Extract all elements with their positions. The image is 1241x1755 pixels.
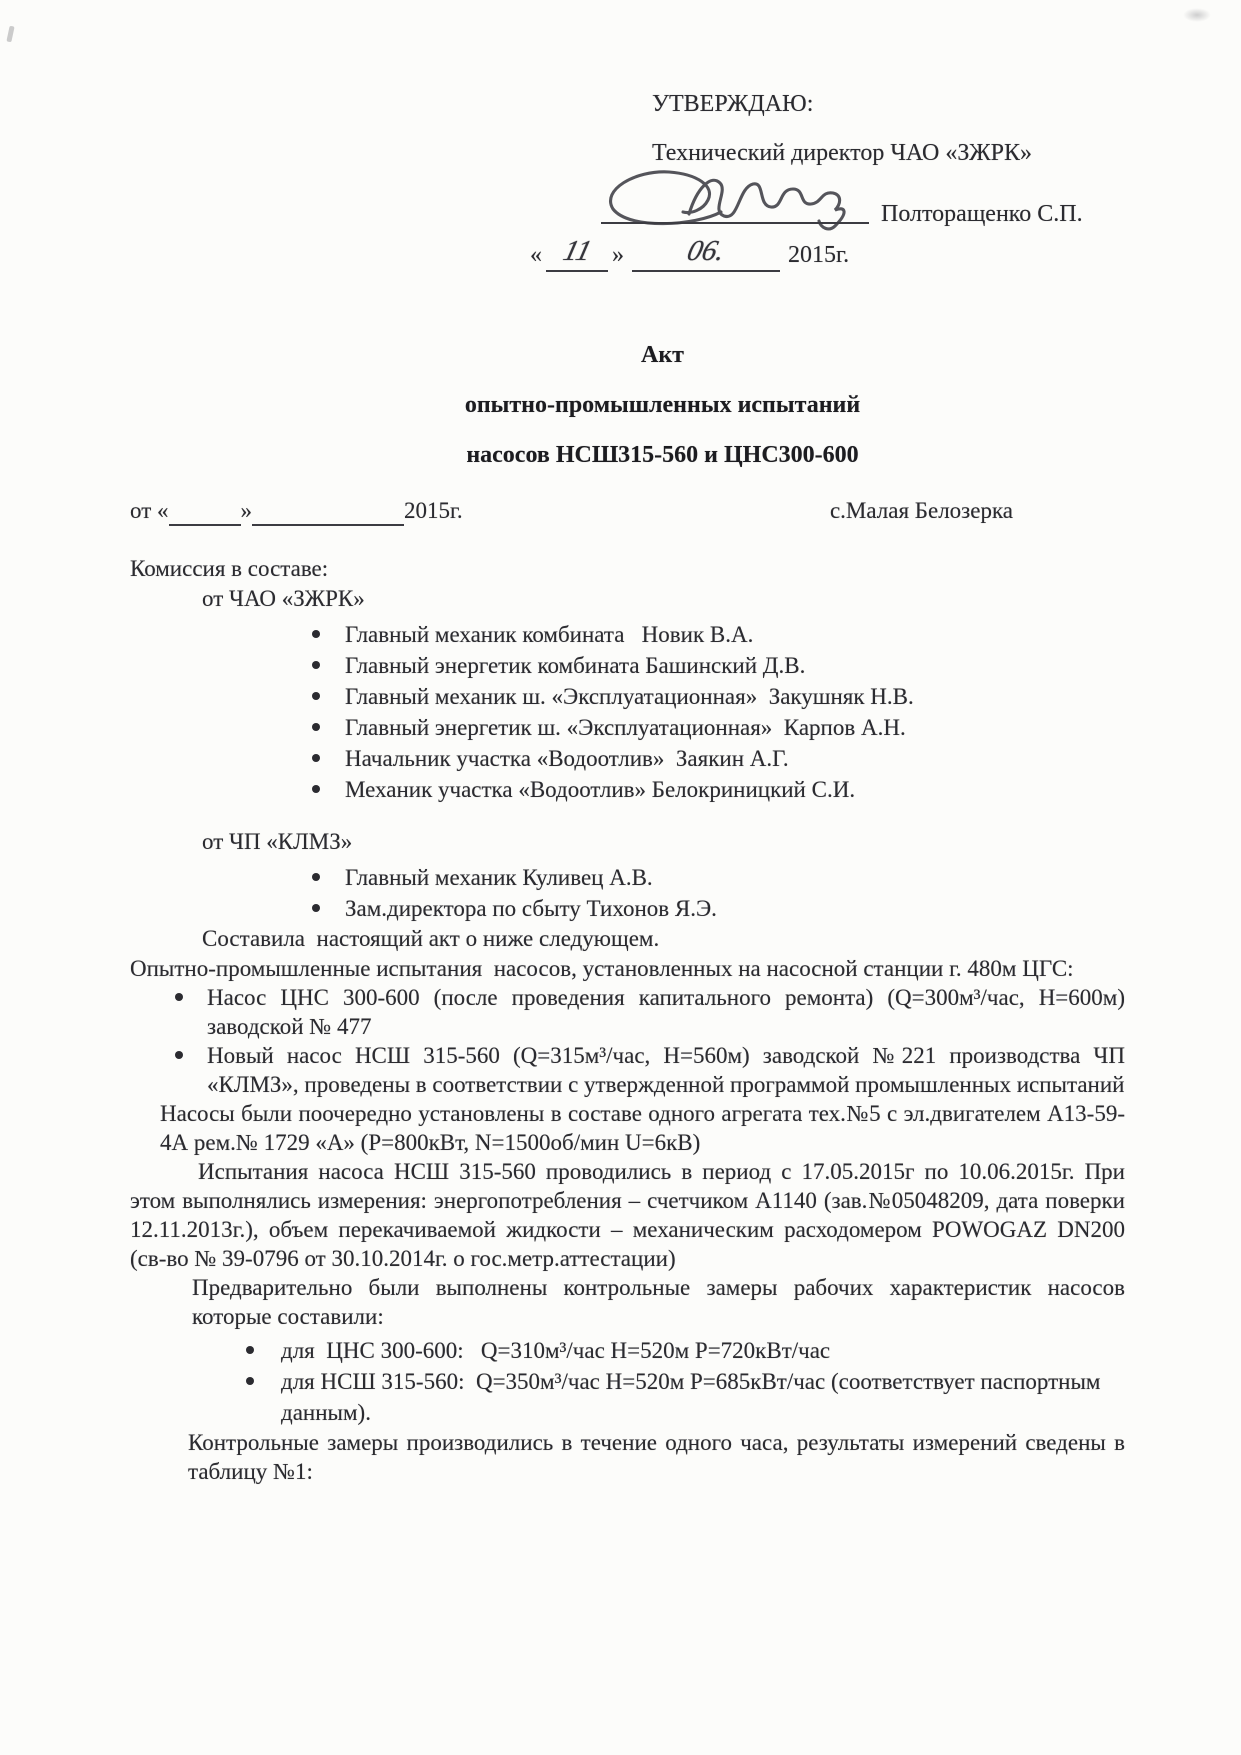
pump-item: Насос ЦНС 300-600 (после проведения капитального ремонта) (Q=300м³/час, Н=600м) заводской № 477 <box>207 985 1125 1039</box>
month-blank <box>632 236 780 272</box>
signature-scribble <box>595 154 851 238</box>
commission-heading: Комиссия в составе: <box>130 556 329 581</box>
handwritten-month: 06. <box>683 235 729 267</box>
measurement-item: для ЦНС 300-600: Q=310м³/час Н=520м Р=720кВт/час <box>281 1335 1125 1366</box>
scan-artifact <box>1183 8 1211 22</box>
quote-close: » <box>612 242 624 268</box>
date-year: 2015г. <box>404 498 463 523</box>
approve-label: УТВЕРЖДАЮ: <box>652 91 814 117</box>
month-blank-empty <box>252 524 404 526</box>
final-paragraph: Контрольные замеры производились в течение одного часа, результаты измерений сведены в таблицу №1: <box>188 1430 1125 1484</box>
measurement-item: для НСШ 315-560: Q=350м³/час Н=520м Р=685кВт/час (соответствует паспортным данным). <box>281 1366 1125 1428</box>
commission-group1-label: от ЧАО «ЗЖРК» <box>202 586 365 611</box>
signer-name: Полторащенко С.П. <box>881 201 1083 227</box>
commission-section <box>130 554 1125 954</box>
date-close-quote: » <box>240 498 252 523</box>
document-body <box>130 954 1125 1486</box>
place-name: с.Малая Белозерка <box>829 498 1013 523</box>
approval-block <box>130 88 1125 272</box>
handwritten-day: 11 <box>559 235 595 267</box>
approval-year: 2015г. <box>788 242 850 268</box>
intro-paragraph: Опытно-промышленные испытания насосов, установленных на насосной станции г. 480м ЦГС: <box>130 956 1074 981</box>
preliminary-paragraph: Предварительно были выполнены контрольные замеры рабочих характеристик насосов которые составили: <box>192 1275 1125 1329</box>
tests-paragraph: Испытания насоса НСШ 315-560 проводились в период с 17.05.2015г по 10.06.2015г. При этом выполнялись измерения: энергопотребления – счетчиком А1140 (зав.№05048209, дата поверки 12.11.2013г.), объем перекачиваемой жидкости – механическим расходомером POWOGAZ DN200 (св-во № 39-0796 от 30.10.2014г. о гос.метр.аттестации) <box>130 1159 1125 1271</box>
approval-date-row <box>530 236 1125 272</box>
signature-line <box>601 222 869 224</box>
title-line-1: Акт <box>641 342 684 368</box>
commission-group2-list <box>345 862 1125 924</box>
title-line-2: опытно-промышленных испытаний <box>464 392 861 418</box>
commission-group1-list <box>345 619 1125 805</box>
document-title <box>165 330 1160 480</box>
commission-member: Зам.директора по сбыту Тихонов Я.Э. <box>345 893 1125 924</box>
commission-group2-label: от ЧП «КЛМЗ» <box>202 829 353 854</box>
commission-member: Главный механик Куливец А.В. <box>345 862 1125 893</box>
commission-member: Главный механик комбината Новик В.А. <box>345 619 1125 650</box>
approver-position: Технический директор ЧАО «ЗЖРК» <box>652 140 1032 166</box>
date-prefix: от « <box>130 498 169 523</box>
commission-closing: Составила настоящий акт о ниже следующем. <box>202 926 660 951</box>
signature-row <box>575 168 1125 234</box>
document-date-line <box>130 496 463 526</box>
pump-list <box>207 983 1125 1099</box>
commission-member: Главный энергетик комбината Башинский Д.В. <box>345 650 1125 681</box>
scan-artifact <box>6 26 14 43</box>
quote-open: « <box>530 242 542 268</box>
commission-member: Главный энергетик ш. «Эксплуатационная» Карпов А.Н. <box>345 712 1125 743</box>
day-blank-empty <box>169 524 241 526</box>
title-line-3: насосов НСШ315-560 и ЦНС300-600 <box>466 442 859 468</box>
date-place-row <box>130 496 1125 526</box>
day-blank <box>546 236 608 272</box>
unit-paragraph: Насосы были поочередно установлены в составе одного агрегата тех.№5 с эл.двигателем А13-59-4А рем.№ 1729 «А» (Р=800кВт, N=1500об/мин U=6кВ) <box>160 1101 1125 1155</box>
commission-member: Главный механик ш. «Эксплуатационная» Закушняк Н.В. <box>345 681 1125 712</box>
commission-member: Начальник участка «Водоотлив» Заякин А.Г. <box>345 743 1125 774</box>
commission-member: Механик участка «Водоотлив» Белокриницкий С.И. <box>345 774 1125 805</box>
pump-item: Новый насос НСШ 315-560 (Q=315м³/час, Н=560м) заводской №221 производства ЧП «КЛМЗ», проведены в соответствии с утвержденной программой промышленных испытаний <box>207 1043 1125 1097</box>
measurement-list <box>281 1335 1125 1428</box>
